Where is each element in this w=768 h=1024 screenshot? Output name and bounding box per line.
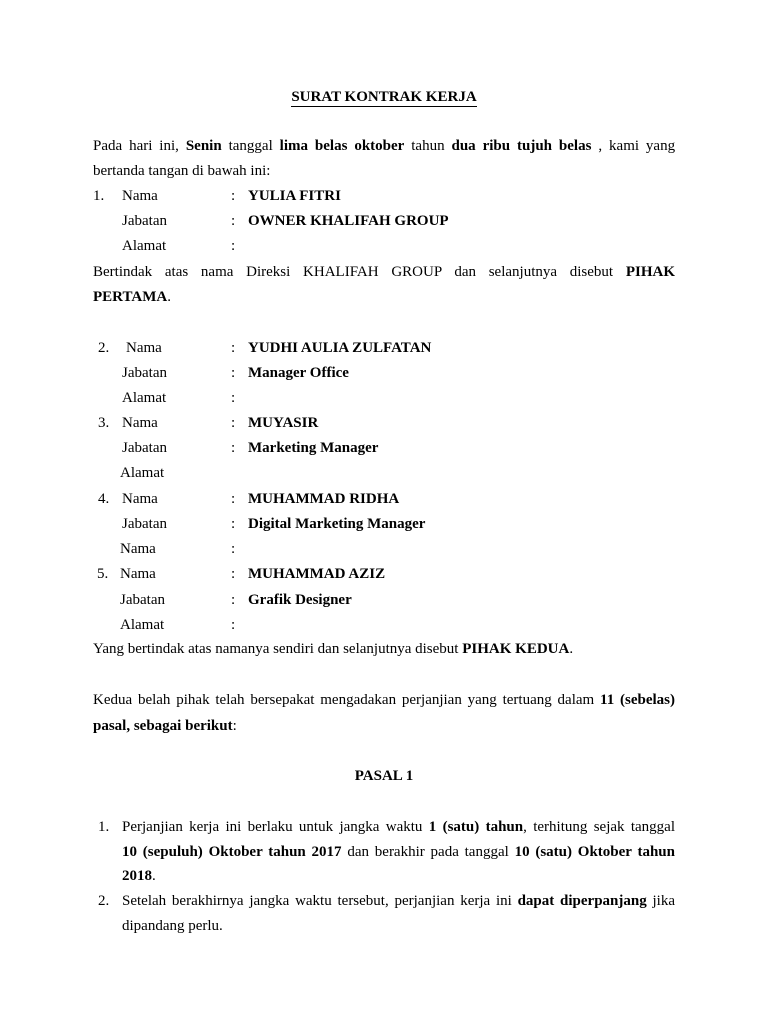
party1-statement-line-1: Bertindak atas nama Direksi KHALIFAH GROUP dan selanjutnya disebut PIHAK (93, 264, 676, 280)
party1-name-colon: : (231, 188, 236, 204)
party1-position-label: Jabatan (122, 213, 167, 229)
agreement-line-1: Kedua belah pihak telah bersepakat mengadakan perjanjian yang tertuang dalam 11 (sebelas) (93, 692, 675, 708)
party2-entry2-position-colon: : (231, 365, 236, 381)
party2-entry4-name-label: Nama (122, 491, 158, 507)
party2-entry2-position-value: Manager Office (248, 365, 349, 381)
party2-entry3-name-colon: : (231, 415, 236, 431)
party2-entry3-address-label: Alamat (120, 465, 165, 481)
party2-entry2-name-value: YUDHI AULIA ZULFATAN (248, 340, 432, 356)
party1-position-value: OWNER KHALIFAH GROUP (248, 213, 449, 229)
party2-entry5-name-label: Nama (120, 566, 156, 582)
party2-entry4-position-label: Jabatan (122, 516, 167, 532)
party2-entry2-address-label: Alamat (122, 390, 167, 406)
party2-entry2-name-colon: : (231, 340, 236, 356)
party2-entry4-extra-label: Nama (120, 541, 156, 557)
agreement-line-2: pasal, sebagai berikut: (93, 718, 237, 734)
party2-entry4-position-colon: : (231, 516, 236, 532)
pasal-item1-line-2: 10 (sepuluh) Oktober tahun 2017 dan berakhir pada tanggal 10 (satu) Oktober tahun (122, 844, 675, 860)
intro-line-2: bertanda tangan di bawah ini: (93, 163, 271, 179)
party2-entry2-position-label: Jabatan (122, 365, 167, 381)
party2-entry3-position-label: Jabatan (122, 440, 167, 456)
party2-statement: Yang bertindak atas namanya sendiri dan selanjutnya disebut PIHAK KEDUA. (93, 641, 574, 657)
party2-entry5-position-colon: : (231, 592, 236, 608)
pasal-item2-line-2: dipandang perlu. (122, 918, 223, 934)
party2-entry3-position-colon: : (231, 440, 236, 456)
party1-statement-line-2: PERTAMA. (93, 289, 171, 305)
party1-address-label: Alamat (122, 238, 167, 254)
pasal-heading: PASAL 1 (354, 768, 414, 784)
party2-entry5-name-value: MUHAMMAD AZIZ (248, 566, 386, 582)
party1-number: 1. (93, 188, 105, 204)
pasal-item1-line-3: 2018. (122, 868, 156, 884)
party2-entry4-name-colon: : (231, 491, 236, 507)
pasal-item2-line-1: Setelah berakhirnya jangka waktu tersebut, perjanjian kerja ini dapat diperpanjang jika (122, 893, 676, 909)
party2-entry3-name-value: MUYASIR (248, 415, 319, 431)
document-title (0, 87, 768, 107)
party2-entry5-position-value: Grafik Designer (248, 592, 352, 608)
party1-name-value: YULIA FITRI (248, 188, 341, 204)
party2-entry5-address-colon: : (231, 617, 236, 633)
pasal-item1-number: 1. (98, 819, 110, 835)
party2-entry5-address-label: Alamat (120, 617, 165, 633)
party2-entry3-name-label: Nama (122, 415, 158, 431)
intro-line-1: Pada hari ini, Senin tanggal lima belas oktober tahun dua ribu tujuh belas , kami yang (93, 138, 676, 154)
party2-entry2-name-label: Nama (126, 340, 162, 356)
party2-entry2-address-colon: : (231, 390, 236, 406)
party2-entry5-position-label: Jabatan (120, 592, 165, 608)
party2-entry5-name-colon: : (231, 566, 236, 582)
party1-name-label: Nama (122, 188, 158, 204)
party2-entry2-number: 2. (98, 340, 110, 356)
pasal-item2-number: 2. (98, 893, 110, 909)
party2-entry4-extra-colon: : (231, 541, 236, 557)
party2-entry5-number: 5. (97, 566, 109, 582)
party1-address-colon: : (231, 238, 236, 254)
party2-entry4-name-value: MUHAMMAD RIDHA (248, 491, 400, 507)
party1-position-colon: : (231, 213, 236, 229)
party2-entry4-number: 4. (98, 491, 110, 507)
party2-entry3-number: 3. (98, 415, 110, 431)
pasal-item1-line-1: Perjanjian kerja ini berlaku untuk jangka waktu 1 (satu) tahun, terhitung sejak tanggal (122, 819, 676, 835)
party2-entry4-position-value: Digital Marketing Manager (248, 516, 426, 532)
title-text: SURAT KONTRAK KERJA (291, 89, 477, 105)
party2-entry3-position-value: Marketing Manager (248, 440, 379, 456)
